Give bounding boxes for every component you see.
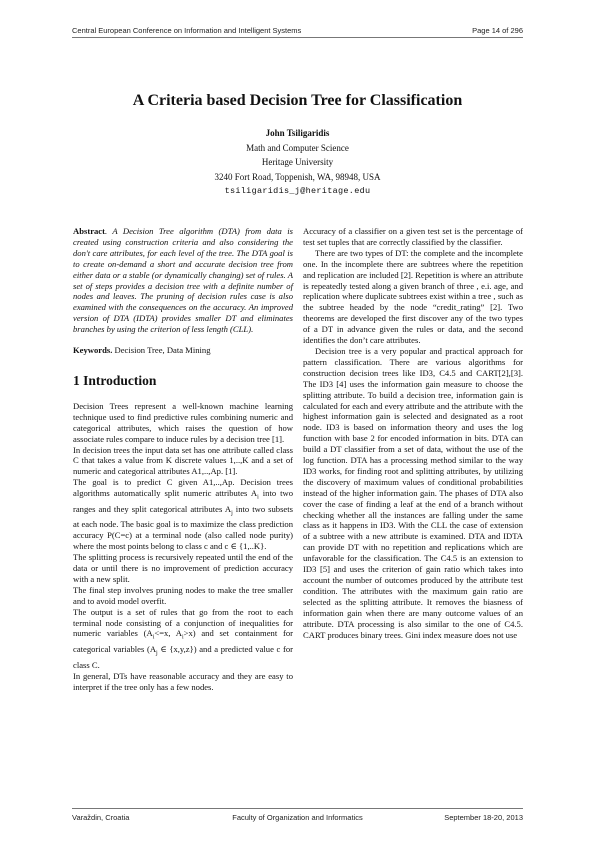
intro-p3-c: into two subsets at each node. The basic goal is to maximize the class prediction accuracy P(C=c) at a terminal node (also called node purity) where the most points belong to class c and c ∈ {1,..K}. [73,503,293,552]
right-column [303,226,523,640]
intro-paragraph-4: The splitting process is recursively repeated until the end of the data or until there is no improvement of prediction accuracy with a new split. [73,552,293,584]
author-email[interactable]: tsiligaridis_j@heritage.edu [224,186,371,196]
intro-p3-sub-j: j [231,510,233,517]
intro-p6-d: ∈ {x,y,z}) and a predicted value c for class C. [73,644,294,670]
intro-p6-sub-1: i [152,635,155,642]
right-paragraph-1: Accuracy of a classifier on a given test set is the percentage of test set tuples that are correctly classified by the classifier. [303,226,523,247]
intro-p3-sub-i: i [257,494,259,501]
intro-p6-sub-2: i [181,635,184,642]
author-dept: Math and Computer Science [246,142,349,153]
intro-p6-a: The output is a set of rules that go from the root to each terminal node consisting of a conjunction of inequalities for numeric variables (A [73,606,293,639]
intro-paragraph-7: In general, DTs have reasonable accuracy and they are easy to interpret if the tree only has a few nodes. [73,670,293,692]
keywords-label: Keywords. [73,345,113,356]
section-heading-introduction: 1 Introduction [73,372,157,388]
abstract-text: . A Decision Tree algorithm (DTA) from data is created using construction criteria and also considering the don't care attributes, for each level of the tree. The DTA goal is to create on-demand a short and accurate decision tree from either data or a stable (or dynamically changing) set of rules. A set of steps provides a decision tree with a definite number of nodes and leaves. The pruning of decision rules case is also examined with the consequences on the accuracy. An improved version of DTA (IDTA) provides smaller DT and eliminates branches by using the criterion of less length (CLL). [73,226,293,335]
intro-paragraph-6 [73,607,293,671]
left-column [73,226,293,692]
intro-p3-a: The goal is to predict C given A1,..,Ap. Decision trees algorithms automatically split numeric attributes A [73,477,293,499]
right-paragraph-3: Decision tree is a very popular and practical approach for pattern classification. There are various algorithms for construction decision trees like ID3, C4.5 and CART[2],[3]. The ID3 [4] uses the information gain measure to choose the splitting attribute. To build a decision tree, information gain is calculated for each and every attribute and the attribute with the highest information gain is selected and designated as a root node. ID3 is based on information theory and uses the log function with base 2 for encoded information in bits. DTA can build a DT classifier from a set of data, without the use of the log function. DTA has a processing method similar to the way ID3 works, for finding root and splitting attributes, by utilizing the discovery of maximum values of conditional probabilities instead of the higher information gain. The phases of DTA also cover the case of finding a leaf at the end of a branch without checking whether all the instances are falling under the same class as it happens in ID3. With the CLL the case of extension of a subtree with a new attribute is examined. DTA and IDTA can provide DT with no repetition and replications which are unfavorable for the classification. The C4.5 is an extension to ID3 [5] and uses the criterion of gain ratio which takes into account the number of outcomes produced by the attribute test condition. The attributes with the maximum gain ratio are selected as the splitting attribute. It removes the biasness of information gain when there are many outcome values of an attribute. DTA processing is also similar to the one of C4.5. CART produces binary trees. Gini index measure does not use [303,345,523,640]
intro-p6-c: >x) and set containment for categorical variables (A [73,628,293,655]
footer-location: Varaždin, Croatia [72,813,130,822]
author-university: Heritage University [261,157,334,167]
author-address: 3240 Fort Road, Toppenish, WA, 98948, USA [214,171,381,182]
author-name: John Tsiligaridis [265,128,330,138]
intro-paragraph-1: Decision Trees represent a well-known machine learning technique used to find predictive rules combining numeric and categorical attributes, which raises the question of how associate rules compare to induce rules by a decision tree [1]. [73,400,293,444]
intro-p6-sub-3: j [156,650,158,657]
footer-divider [72,808,523,809]
header-divider [72,37,523,38]
footer-date: September 18-20, 2013 [444,813,523,822]
page-number: Page 14 of 296 [472,26,523,35]
abstract [73,226,293,335]
footer-organization: Faculty of Organization and Informatics [232,813,363,822]
abstract-label: Abstract [73,226,105,236]
author-block [72,126,523,199]
intro-paragraph-5: The final step involves pruning nodes to make the tree smaller and to avoid model overfit. [73,584,293,606]
paper-title: A Criteria based Decision Tree for Classification [132,92,463,109]
keywords [73,345,293,356]
keywords-text: Decision Tree, Data Mining [112,345,211,356]
conference-name: Central European Conference on Information and Intelligent Systems [72,26,302,35]
right-paragraph-2: There are two types of DT: the complete and the incomplete one. In the incomplete there are subtrees where the repetition and replication are included [2]. Repetition is where an attribute is repeatedly tested along a given branch of three , e.i. age, and replication where duplicate subtrees exist within a tree , such as the subtree headed by the node “credit_rating” [2]. Two theorems are developed the first discover any of the two types of a DT in advance given the rules or data, and the second identifies the don’t care attributes. [303,247,524,346]
intro-p6-b: <=x, A [154,628,182,639]
page-footer [72,813,523,825]
intro-p3-b: into two ranges and they split categorical attributes A [73,488,293,514]
intro-paragraph-2: In decision trees the input data set has one attribute called class C that takes a value from K discrete values 1,..,K and a set of numeric and categorical attributes A1,..,Ap. [1]. [73,444,293,477]
intro-paragraph-3 [73,477,293,552]
